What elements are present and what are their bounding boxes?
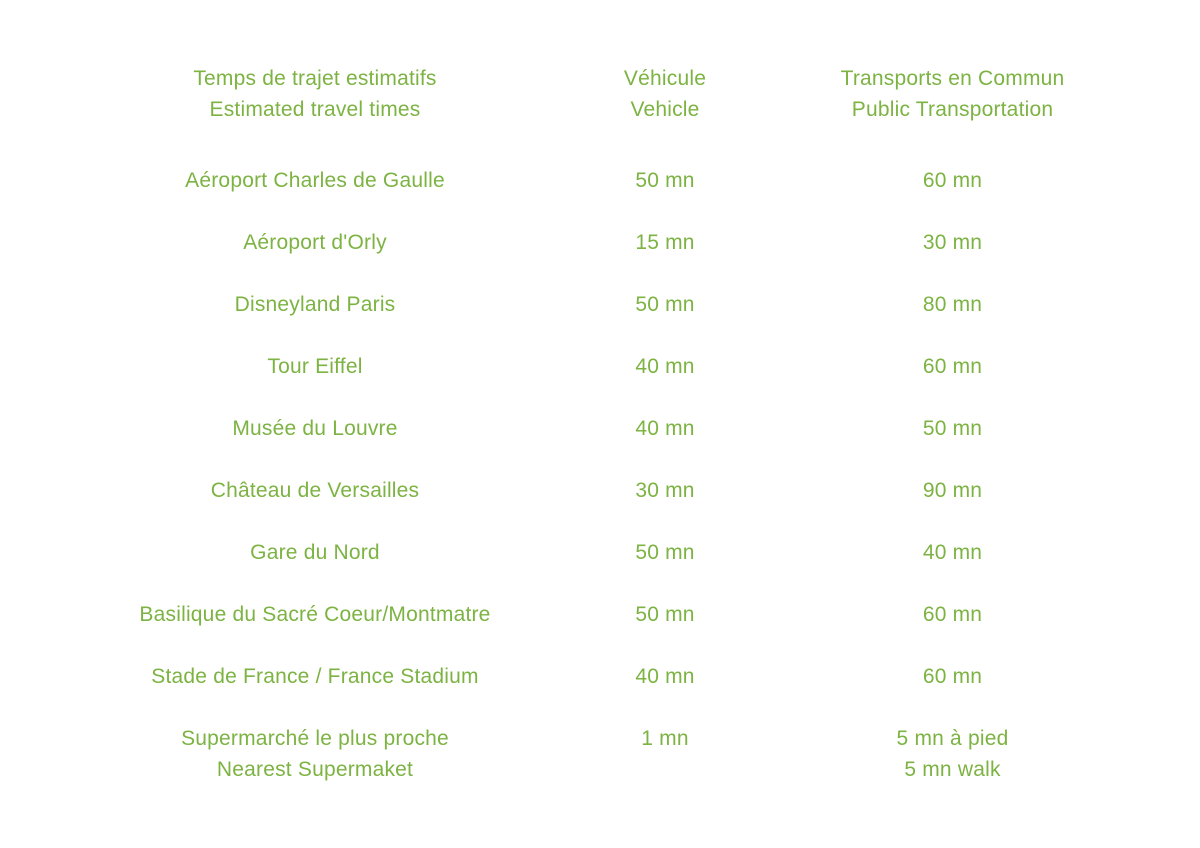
row-destination: Musée du Louvre (232, 417, 398, 440)
row-transit-time: 30 mn (922, 231, 983, 254)
supermarket-destination (95, 723, 535, 785)
row-transit-time: 60 mn (922, 603, 983, 626)
header-destination (95, 63, 535, 125)
row-destination: Aéroport d'Orly (243, 231, 387, 254)
supermarket-transit-en: 5 mn walk (904, 758, 1001, 781)
header-vehicle (590, 63, 740, 125)
row-transit-time: 40 mn (922, 541, 983, 564)
row-vehicle-time: 30 mn (635, 479, 695, 502)
supermarket-transit-fr: 5 mn à pied (896, 727, 1009, 750)
row-vehicle-time: 50 mn (635, 293, 695, 316)
supermarket-destination-en: Nearest Supermaket (216, 758, 414, 781)
row-vehicle-time: 50 mn (635, 603, 695, 626)
header-vehicle-fr: Véhicule (623, 67, 707, 90)
row-destination: Château de Versailles (210, 479, 420, 502)
row-transit-time: 90 mn (922, 479, 983, 502)
supermarket-transit-time (800, 723, 1105, 785)
row-vehicle-time: 40 mn (635, 417, 695, 440)
row-transit-time: 50 mn (922, 417, 983, 440)
header-destination-en: Estimated travel times (209, 98, 421, 121)
row-vehicle-time: 50 mn (635, 541, 695, 564)
row-destination: Basilique du Sacré Coeur/Montmatre (139, 603, 491, 626)
row-vehicle-time: 40 mn (635, 665, 695, 688)
header-vehicle-en: Vehicle (630, 98, 700, 121)
row-transit-time: 60 mn (922, 355, 983, 378)
row-vehicle-time: 40 mn (635, 355, 695, 378)
row-destination: Tour Eiffel (267, 355, 363, 378)
row-destination: Aéroport Charles de Gaulle (185, 169, 445, 192)
supermarket-vehicle-time: 1 mn (641, 727, 689, 750)
header-transit-fr: Transports en Commun (840, 67, 1065, 90)
row-transit-time: 60 mn (922, 169, 983, 192)
header-destination-fr: Temps de trajet estimatifs (193, 67, 437, 90)
row-destination: Disneyland Paris (234, 293, 396, 316)
header-transit (800, 63, 1105, 125)
row-transit-time: 60 mn (922, 665, 983, 688)
row-vehicle-time: 50 mn (635, 169, 695, 192)
row-destination: Gare du Nord (250, 541, 380, 564)
row-destination: Stade de France / France Stadium (151, 665, 479, 688)
row-vehicle-time: 15 mn (635, 231, 695, 254)
header-transit-en: Public Transportation (851, 98, 1054, 121)
row-transit-time: 80 mn (922, 293, 983, 316)
supermarket-destination-fr: Supermarché le plus proche (181, 727, 449, 750)
